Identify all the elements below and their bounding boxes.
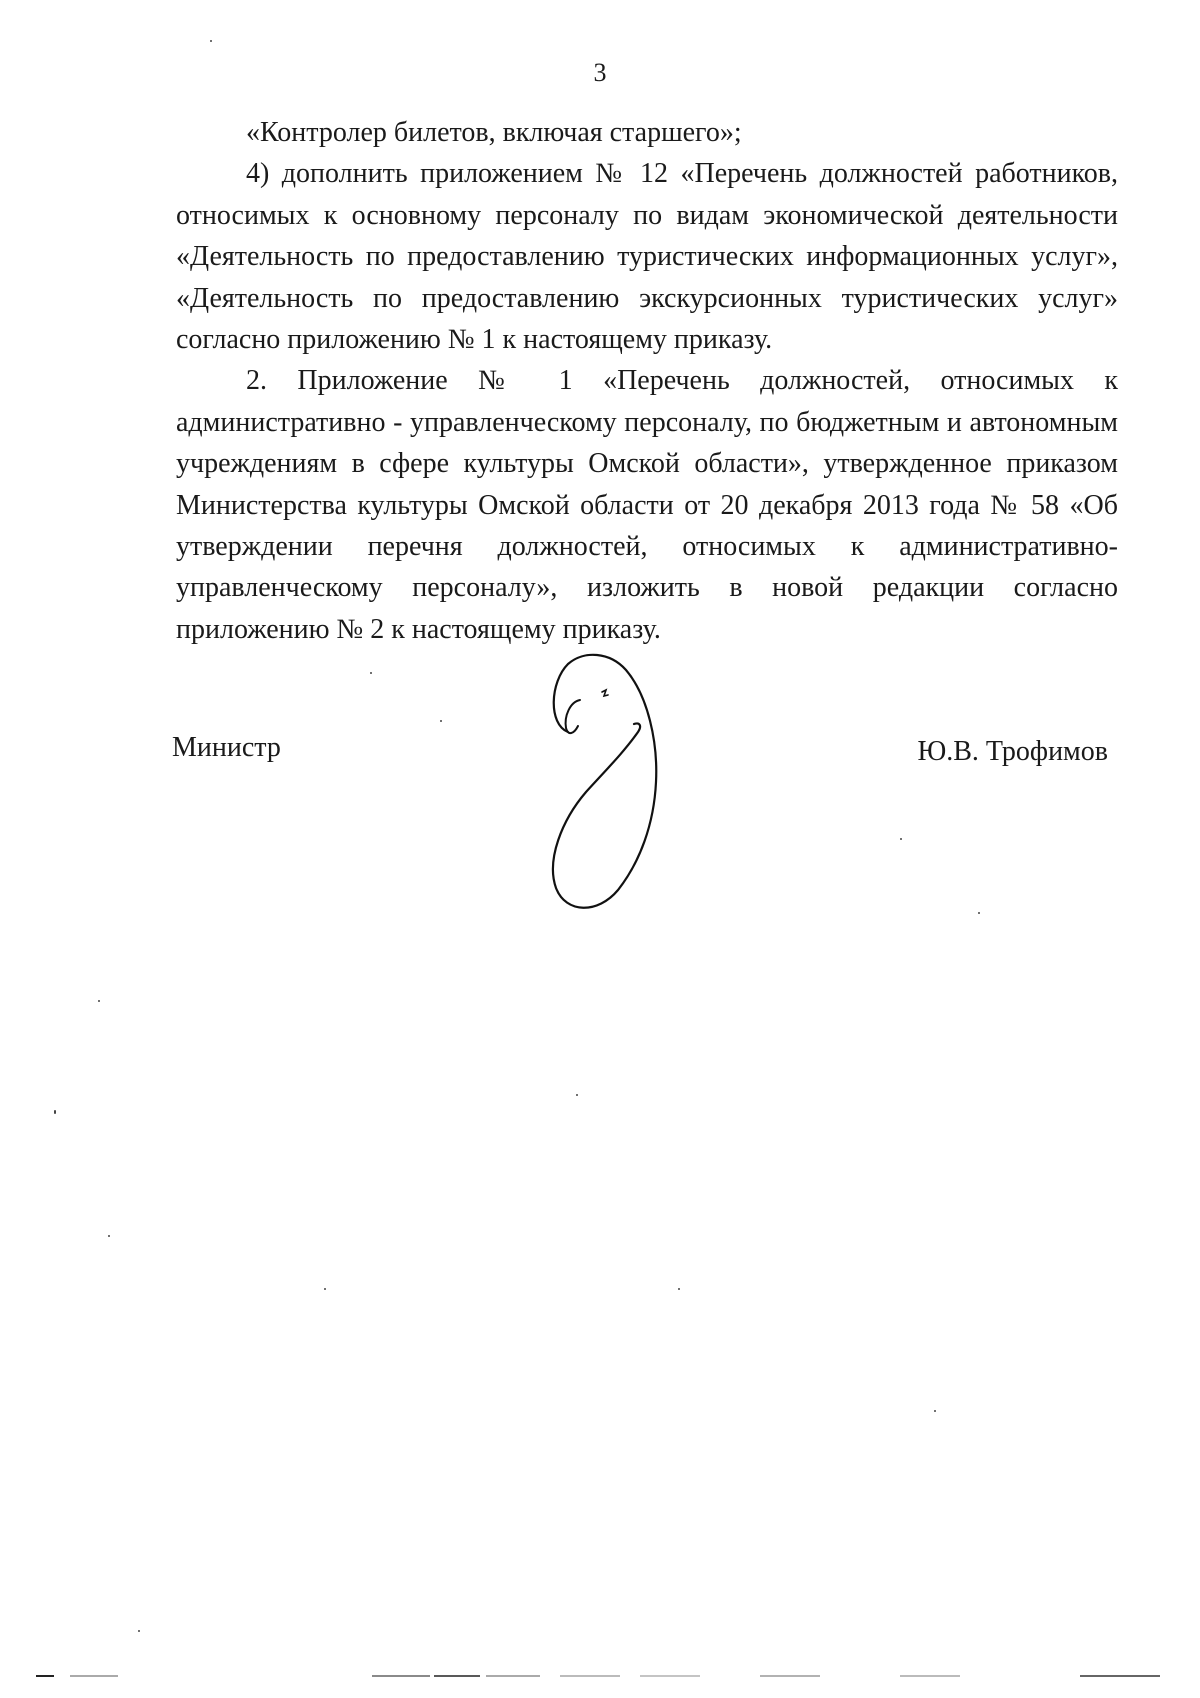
- signatory-title: Министр: [172, 732, 281, 763]
- signatory-name: Ю.В. Трофимов: [917, 736, 1108, 767]
- scan-speck: [440, 720, 442, 722]
- scan-speck: [934, 1410, 936, 1412]
- scan-edge-marks: [0, 1670, 1200, 1682]
- scan-speck: [54, 1110, 56, 1114]
- scan-speck: [370, 672, 372, 674]
- scan-speck: [210, 40, 212, 42]
- scan-speck: [324, 1288, 326, 1290]
- document-body: [176, 112, 1118, 650]
- paragraph-continuation: «Контролер билетов, включая старшего»;: [246, 117, 742, 148]
- scan-speck: [98, 1000, 100, 1002]
- page-number: 3: [593, 58, 607, 87]
- scan-speck: [978, 912, 980, 914]
- scan-speck: [576, 1094, 578, 1096]
- scan-speck: [138, 1630, 140, 1632]
- scan-speck: [108, 1235, 110, 1237]
- paragraph-item-2: 2. Приложение № 1 «Перечень должностей, относимых к административно - управленческому персоналу, по бюджетным и автономным учреждениям в сфере культуры Омской области», утвержденное приказом Министерства культуры Омской области от 20 декабря 2013 года № 58 «Об утверждении перечня должностей, относимых к административно-управленческому персоналу», изложить в новой редакции согласно приложению № 2 к настоящему приказу.: [176, 365, 1118, 645]
- paragraph-item-4: 4) дополнить приложением № 12 «Перечень должностей работников, относимых к основному персоналу по видам экономической деятельности «Деятельность по предоставлению туристических информационных услуг», «Деятельность по предоставлению экскурсионных туристических услуг» согласно приложению № 1 к настоящему приказу.: [176, 158, 1118, 356]
- scan-speck: [900, 838, 902, 840]
- scan-speck: [678, 1288, 680, 1290]
- handwritten-signature: [540, 652, 700, 922]
